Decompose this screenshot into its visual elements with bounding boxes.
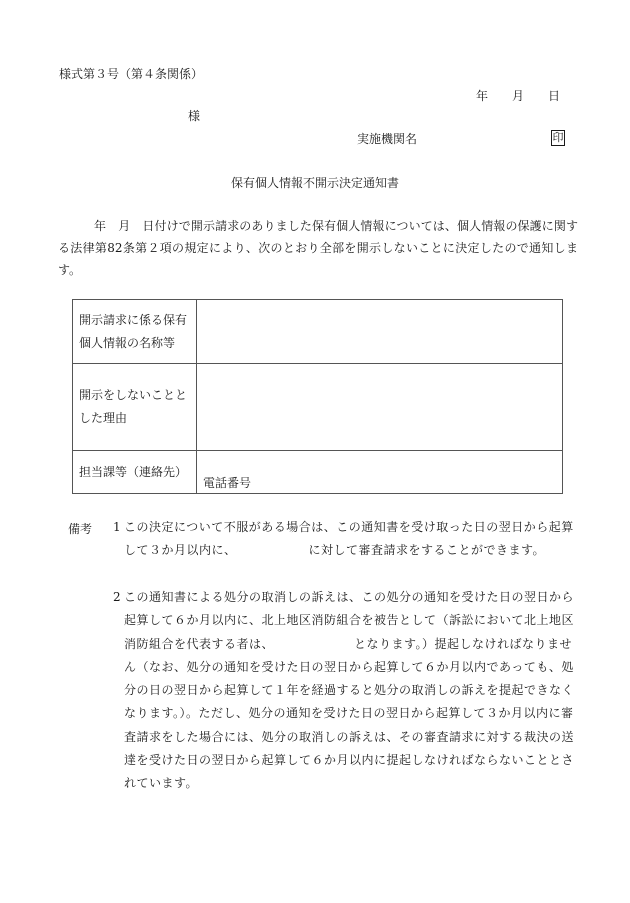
form-number: 様式第３号（第４条関係） (59, 67, 204, 81)
body-text: 開示請求のありました保有個人情報については、個人情報の保護に関する法律第82条第２項の規定により、次のとおり全部を開示しないことに決定したので通知します。 (58, 219, 578, 277)
agency-label: 実施機関名 (357, 132, 418, 146)
addressee-suffix: 様 (188, 109, 201, 123)
table-row (73, 451, 563, 494)
date-year-label: 年 (476, 89, 489, 103)
contact-label: 担当課等（連絡先） (73, 451, 197, 494)
phone-label: 電話番号 (203, 476, 252, 490)
contact-value (197, 451, 563, 494)
seal-mark: 印 (552, 131, 564, 144)
note-1-text-a: この決定について不服がある場合は、この通知書を受け取った日の翌日から起算して３か月以内に、 (124, 520, 574, 558)
note-2-text-b: となります。）提起しなければなりません（なお、処分の通知を受けた日の翌日から起算して６か月以内であっても、処分の日の翌日から起算して１年を経過すると処分の取消しの訴えを提起できなくなります。）。ただし、処分の通知を受けた日の翌日から起算して３か月以内に審査請求をした場合には、処分の取消しの訴えは、その審査請求に対する裁決の送達を受けた日の翌日から起算して６か月以内に提起しなければならないこととされています。 (124, 636, 575, 791)
record-name-label: 開示請求に係る保有個人情報の名称等 (73, 300, 197, 364)
info-table (72, 299, 563, 494)
note-2-text-a: この通知書による処分の取消しの訴えは、この処分の通知を受けた日の翌日から起算して６か月以内に、北上地区消防組合を被告として（訴訟において北上地区消防組合を代表する者は、 (124, 590, 575, 651)
note-1 (124, 516, 577, 563)
table-row (73, 300, 563, 364)
note-1-text-b: に対して審査請求をすることができます。 (308, 543, 546, 558)
body-lead: 年 月 日付けで (94, 219, 191, 233)
date-day-label: 日 (548, 89, 561, 103)
body-paragraph (58, 215, 578, 281)
reason-value (197, 364, 563, 451)
record-name-value (197, 300, 563, 364)
remarks-label: 備考 (68, 522, 93, 536)
note-1-number: 1 (113, 520, 121, 534)
table-row (73, 364, 563, 451)
note-2 (124, 586, 577, 796)
date-month-label: 月 (512, 89, 525, 103)
reason-label: 開示をしないこととした理由 (73, 364, 197, 451)
note-2-number: 2 (113, 590, 121, 604)
document-title: 保有個人情報不開示決定通知書 (230, 176, 399, 190)
